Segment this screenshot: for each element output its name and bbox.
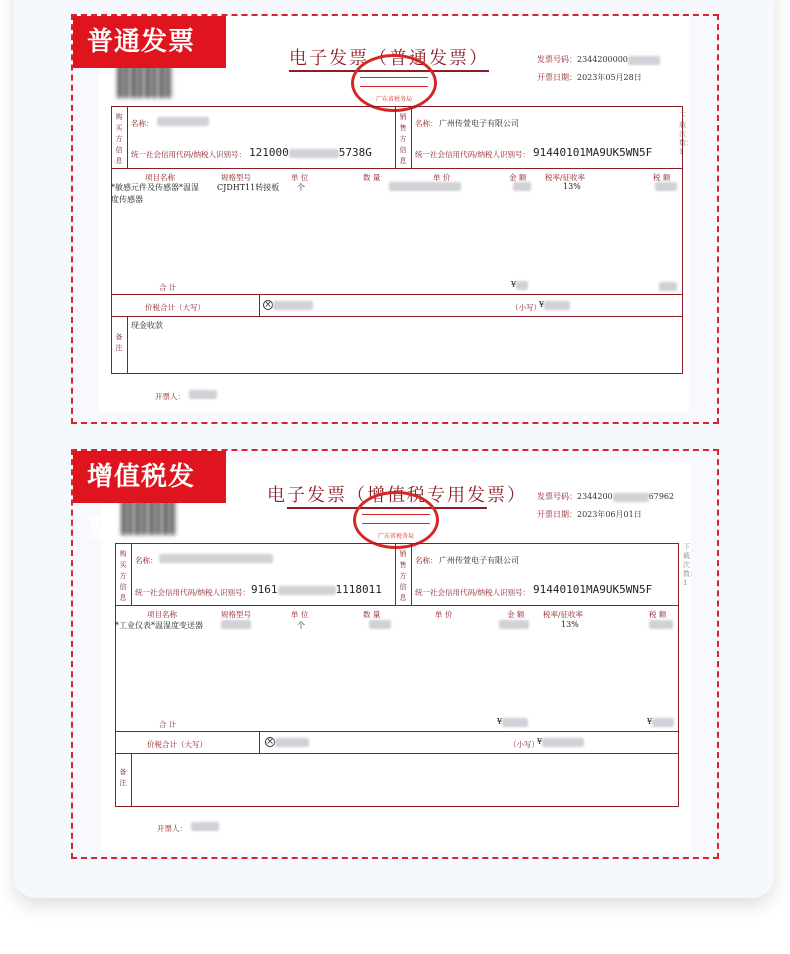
col-tax-rate: 税率/征收率 <box>545 173 586 182</box>
invoice-paper <box>101 463 697 851</box>
crossed-circle-icon: × <box>264 300 272 310</box>
col-amount: 金 额 <box>509 173 527 182</box>
price-tax-small-label: （小写） <box>509 740 539 749</box>
total-label: 合 计 <box>159 283 177 292</box>
seller-side-label: 销售方信息 <box>399 550 407 602</box>
buyer-name-label: 名称： <box>131 119 154 128</box>
item-name-line2: 度传感器 <box>111 195 143 204</box>
tax-bureau-seal-icon: 广东省税务局 <box>351 54 437 112</box>
seller-id-label: 统一社会信用代码/纳税人识别号： <box>415 588 531 597</box>
invoice-paper <box>99 16 693 412</box>
col-item-name: 项目名称 <box>147 610 177 619</box>
price-tax-total-label: 价税合计（大写） <box>145 303 205 312</box>
seller-name: 广州传萱电子有限公司 <box>439 119 519 128</box>
buyer-id: 9161 1118011 <box>251 583 382 596</box>
seller-id-label: 统一社会信用代码/纳税人识别号： <box>415 150 531 159</box>
price-tax-total-words <box>265 737 309 747</box>
remarks-label: 备注 <box>115 333 123 352</box>
col-tax: 税 额 <box>653 173 671 182</box>
total-amount: ¥ <box>497 717 528 727</box>
item-tax-rate: 13% <box>563 182 581 191</box>
seller-name-label: 名称： <box>415 556 438 565</box>
seller-name-label: 名称： <box>415 119 438 128</box>
price-tax-total-amount: ¥ <box>539 300 570 310</box>
vat-invoice-section <box>71 449 719 859</box>
buyer-id: 121000 5738G <box>249 146 372 159</box>
price-tax-total-words <box>263 300 313 310</box>
col-tax: 税 额 <box>649 610 667 619</box>
col-quantity: 数 量 <box>363 610 381 619</box>
col-spec: 规格型号 <box>221 610 251 619</box>
total-label: 合 计 <box>159 720 177 729</box>
col-item-name: 项目名称 <box>145 173 175 182</box>
col-spec: 规格型号 <box>221 173 251 182</box>
total-amount: ¥ <box>511 280 528 290</box>
col-unit-price: 单 价 <box>435 610 453 619</box>
col-tax-rate: 税率/征收率 <box>543 610 584 619</box>
seller-side-label: 销售方信息 <box>399 113 407 165</box>
invoice-number: 发票号码：2344200000 <box>537 54 660 65</box>
col-unit: 单 位 <box>291 610 309 619</box>
ordinary-invoice-section <box>71 14 719 424</box>
buyer-side-label: 购买方信息 <box>115 113 123 165</box>
buyer-side-label: 购买方信息 <box>119 550 127 602</box>
buyer-id-label: 统一社会信用代码/纳税人识别号： <box>131 150 247 159</box>
remarks: 现金收款 <box>131 321 163 330</box>
seller-id: 91440101MA9UK5WN5F <box>533 146 653 159</box>
price-tax-small-label: （小写） <box>511 303 541 312</box>
remarks-label: 备注 <box>119 768 127 787</box>
item-name-line1: *敏感元件及传感器*温湿 <box>111 183 199 192</box>
download-count-note: 下载次数：1 <box>683 543 697 587</box>
invoice-type-badge: 普通发票 <box>73 16 226 68</box>
col-unit-price: 单 价 <box>433 173 451 182</box>
col-quantity: 数 量 <box>363 173 381 182</box>
col-unit: 单 位 <box>291 173 309 182</box>
seller-name: 广州传萱电子有限公司 <box>439 556 519 565</box>
item-unit: 个 <box>297 621 305 630</box>
item-spec: CJDHT11转接板 <box>217 183 280 192</box>
drawer-label: 开票人： <box>155 392 185 401</box>
invoice-title: 电子发票（普通发票） <box>289 48 489 69</box>
tax-bureau-seal-icon: 广东省税务局 <box>353 491 439 549</box>
download-count-note: 下载次数：1 <box>679 112 693 156</box>
item-tax-rate: 13% <box>561 620 579 629</box>
issue-date: 开票日期：2023年06月01日 <box>537 510 642 519</box>
crossed-circle-icon: × <box>266 737 274 747</box>
total-tax: ¥ <box>647 717 674 727</box>
item-name-line1: *工业仪表*温湿度变送器 <box>115 621 203 630</box>
invoice-type-badge: 增值税发票 <box>73 451 226 503</box>
price-tax-total-amount: ¥ <box>537 737 584 747</box>
price-tax-total-label: 价税合计（大写） <box>147 740 207 749</box>
buyer-id-label: 统一社会信用代码/纳税人识别号： <box>135 588 251 597</box>
drawer-label: 开票人： <box>157 824 187 833</box>
issue-date: 开票日期：2023年05月28日 <box>537 73 642 82</box>
item-unit: 个 <box>297 183 305 192</box>
seller-id: 91440101MA9UK5WN5F <box>533 583 653 596</box>
invoice-title: 电子发票（增值税专用发票） <box>267 485 527 506</box>
buyer-name-label: 名称： <box>135 556 158 565</box>
invoice-number: 发票号码：2344200 67962 <box>537 492 675 501</box>
col-amount: 金 额 <box>507 610 525 619</box>
